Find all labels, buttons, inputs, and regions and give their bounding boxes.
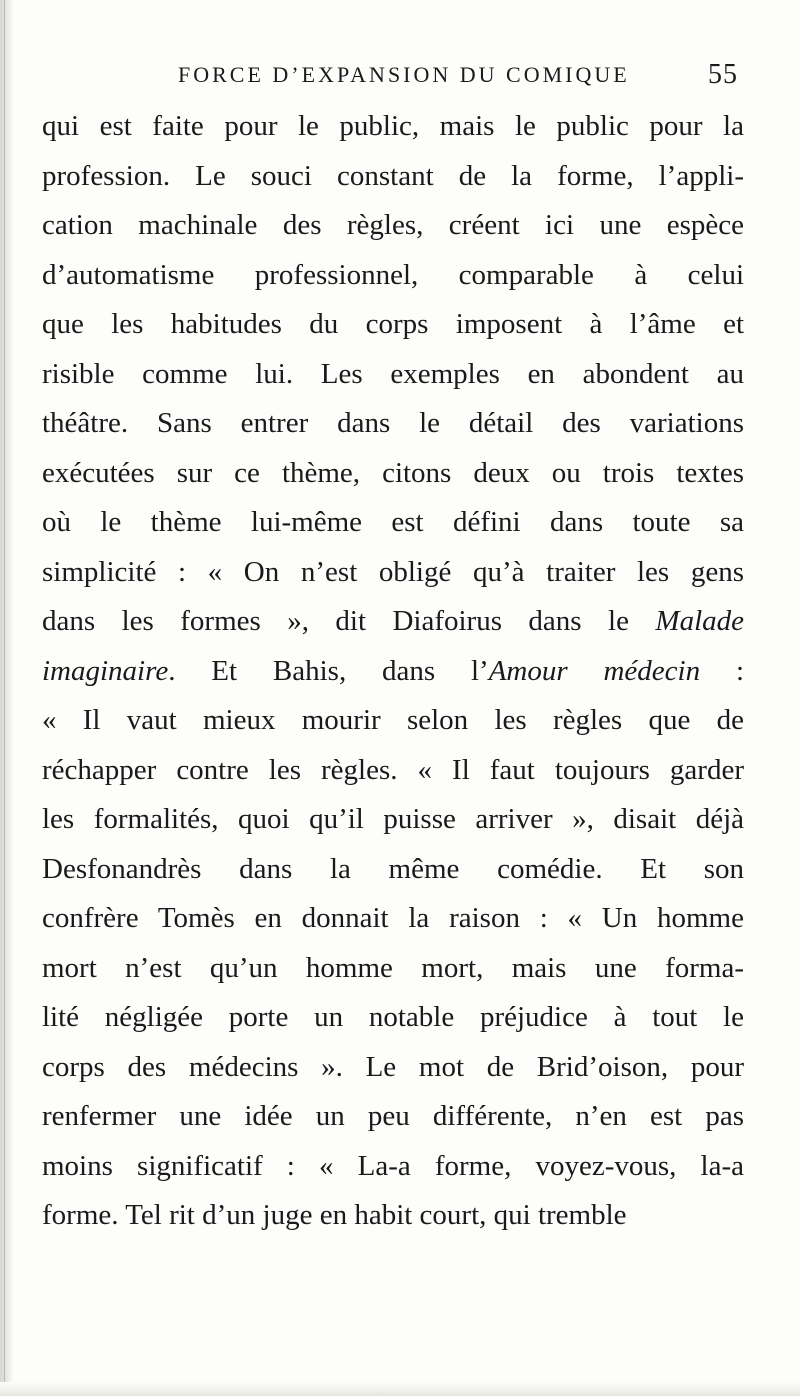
text-line: Desfonandrès dans la même comédie. Et son <box>42 852 744 885</box>
page-edge-line <box>4 0 5 1396</box>
text-line: simplicité : « On n’est obligé qu’à traiter les gens <box>42 555 744 588</box>
text-line: risible comme lui. Les exemples en abondent au <box>42 357 744 390</box>
text-line: réchapper contre les règles. « Il faut toujours garder <box>42 753 744 786</box>
text-line: lité négligée porte un notable préjudice à tout le <box>42 1001 744 1033</box>
text-segment: . Et Bahis, dans l’ <box>168 654 489 687</box>
text-line: mort n’est qu’un homme mort, mais une forma- <box>42 951 744 984</box>
page-gutter-shadow <box>0 0 14 1396</box>
page-number: 55 <box>708 59 738 90</box>
text-line: moins significatif : « La-a forme, voyez-vous, la-a <box>42 1149 744 1182</box>
text-line: où le thème lui-même est défini dans toute sa <box>42 506 744 538</box>
text-line: corps des médecins ». Le mot de Brid’oison, pour <box>42 1050 744 1083</box>
text-segment: : <box>700 654 744 687</box>
page-bottom-shadow <box>0 1382 800 1396</box>
text-line <box>42 597 744 647</box>
running-header <box>178 59 738 96</box>
text-line: d’automatisme professionnel, comparable à celui <box>42 258 744 291</box>
running-title: FORCE D’EXPANSION DU COMIQUE <box>178 62 630 87</box>
text-line: que les habitudes du corps imposent à l’âme et <box>42 308 744 340</box>
text-line: qui est faite pour le public, mais le public pour la <box>42 110 744 142</box>
text-line <box>42 647 744 697</box>
italic-title: imaginaire <box>42 654 169 687</box>
italic-title: Amour médecin <box>488 654 701 687</box>
italic-title: Malade <box>655 605 745 637</box>
text-line: cation machinale des règles, créent ici une espèce <box>42 209 744 241</box>
text-line: théâtre. Sans entrer dans le détail des variations <box>42 407 744 439</box>
text-line: les formalités, quoi qu’il puisse arriver », disait déjà <box>42 803 744 835</box>
text-line: « Il vaut mieux mourir selon les règles que de <box>42 704 744 736</box>
text-line: forme. Tel rit d’un juge en habit court, qui tremble <box>42 1199 627 1231</box>
body-text <box>42 102 744 1241</box>
text-line: exécutées sur ce thème, citons deux ou trois textes <box>42 456 744 489</box>
text-line: renfermer une idée un peu différente, n’en est pas <box>42 1100 744 1132</box>
text-line: profession. Le souci constant de la forme, l’appli- <box>42 159 744 192</box>
text-segment: dans les formes », dit Diafoirus dans le <box>42 605 629 637</box>
text-line: confrère Tomès en donnait la raison : « Un homme <box>42 902 744 934</box>
